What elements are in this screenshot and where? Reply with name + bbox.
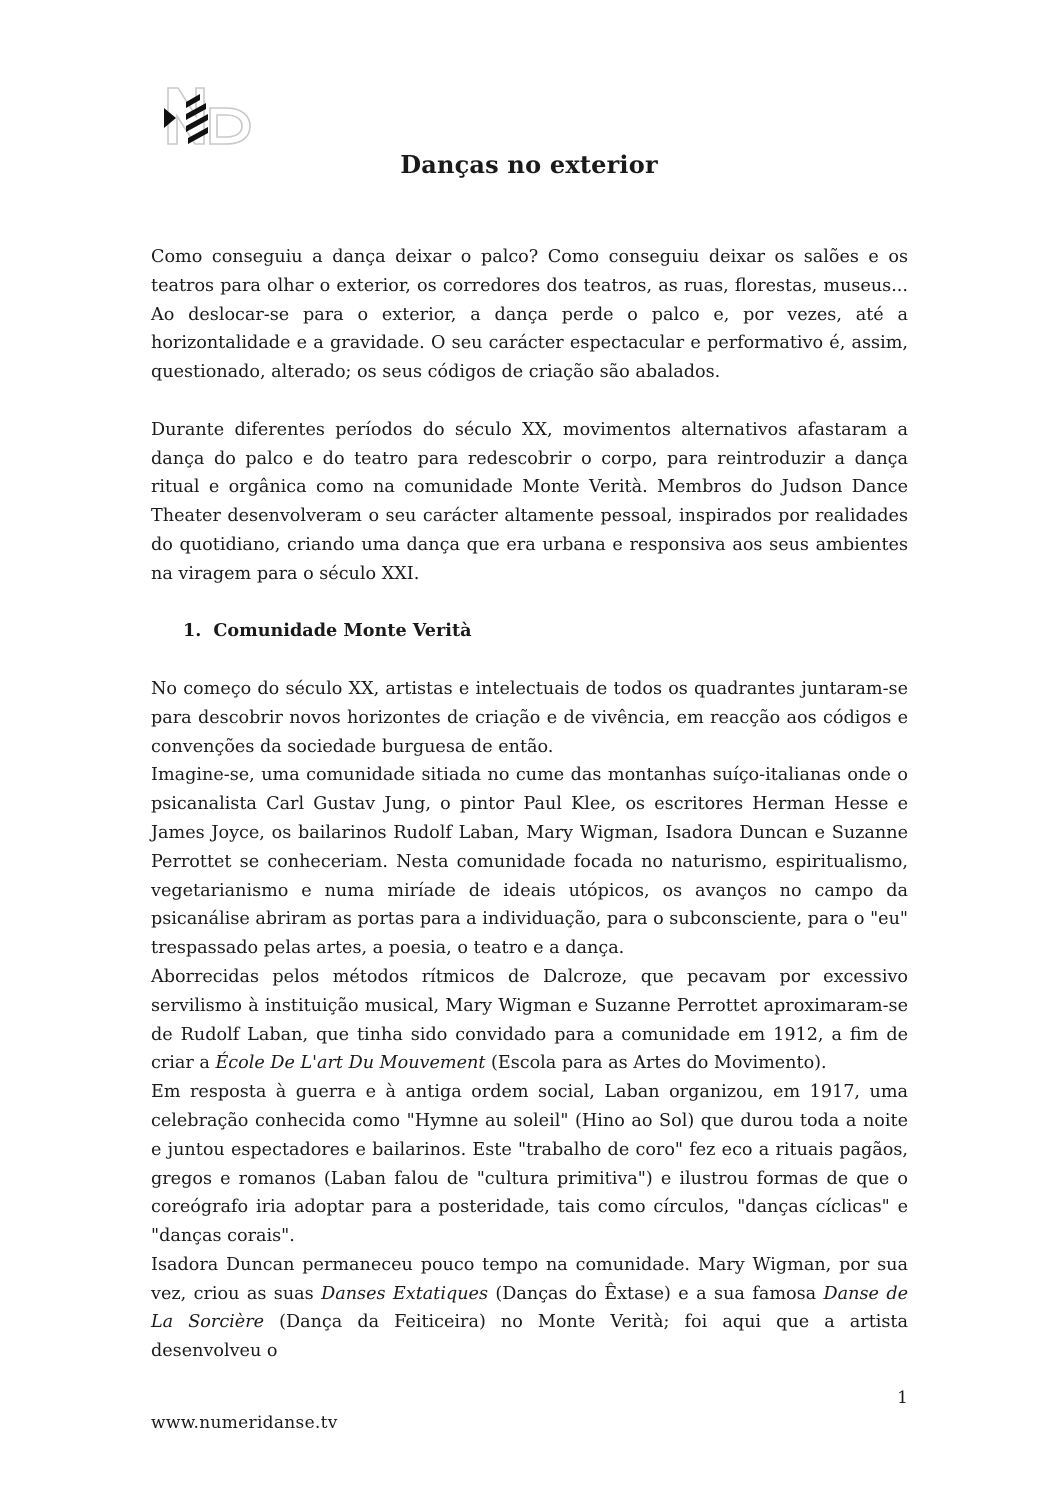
paragraph xyxy=(151,963,908,1078)
footer-url[interactable]: www.numeridanse.tv xyxy=(151,1413,338,1433)
section-number: 1. xyxy=(183,620,202,642)
page-title: Danças no exterior xyxy=(400,150,658,179)
italic-title: Danses Extatiques xyxy=(321,1283,488,1304)
paragraph: Como conseguiu a dança deixar o palco? Como conseguiu deixar os salões e os teatros para olhar o exterior, os corredores dos teatros, as ruas, florestas, museus... Ao deslocar-se para o exterior, a dança perde o palco e, por vezes, até a horizontalidade e a gravidade. O seu carácter espectacular e performativo é, assim, questionado, alterado; os seus códigos de criação são abalados. xyxy=(151,247,908,383)
paragraph: Durante diferentes períodos do século XX, movimentos alternativos afastaram a dança do palco e do teatro para redescobrir o corpo, para reintroduzir a dança ritual e orgânica como na comunidade Monte Verità. Membros do Judson Dance Theater desenvolveram o seu carácter altamente pessoal, inspirados por realidades do quotidiano, criando uma dança que era urbana e responsiva aos seus ambientes na viragem para o século XXI. xyxy=(151,419,908,584)
paragraph xyxy=(151,1251,908,1366)
text-run: (Dança da Feiticeira) no Monte Verità; foi aqui que a artista desenvolveu o xyxy=(151,1312,908,1362)
numeridanse-logo-icon xyxy=(160,86,256,148)
section-title: Comunidade Monte Verità xyxy=(213,620,472,642)
text-run: Isadora Duncan permaneceu pouco tempo na comunidade. Mary Wigman, por sua vez, criou as suas xyxy=(151,1254,908,1304)
document-body xyxy=(151,243,908,1366)
italic-title: École De L'art Du Mouvement xyxy=(215,1053,486,1074)
text-run: (Danças do Êxtase) e a sua famosa xyxy=(487,1283,824,1304)
paragraph: Imagine-se, uma comunidade sitiada no cume das montanhas suíço-italianas onde o psicanalista Carl Gustav Jung, o pintor Paul Klee, os escritores Herman Hesse e James Joyce, os bailarinos Rudolf Laban, Mary Wigman, Isadora Duncan e Suzanne Perrottet se conheceriam. Nesta comunidade focada no naturismo, espiritualismo, vegetarianismo e numa miríade de ideais utópicos, os avanços no campo da psicanálise abriram as portas para a individuação, para o subconsciente, para o "eu" trespassado pelas artes, a poesia, o teatro e a dança. xyxy=(151,765,908,959)
text-run: Aborrecidas pelos métodos rítmicos de Dalcroze, que pecavam por excessivo servilismo à instituição musical, Mary Wigman e Suzanne Perrottet aproximaram-se de Rudolf Laban, que tinha sido convidado para a comunidade em 1912, a fim de criar a xyxy=(151,966,908,1074)
page-number: 1 xyxy=(897,1388,908,1408)
section-heading xyxy=(151,617,908,646)
paragraph: Em resposta à guerra e à antiga ordem social, Laban organizou, em 1917, uma celebração conhecida como "Hymne au soleil" (Hino ao Sol) que durou toda a noite e juntou espectadores e bailarinos. Este "trabalho de coro" fez eco a rituais pagãos, gregos e romanos (Laban falou de "cultura primitiva") e ilustrou formas de que o coreógrafo iria adoptar para a posteridade, tais como círculos, "danças cíclicas" e "danças corais". xyxy=(151,1082,908,1247)
text-run: (Escola para as Artes do Movimento). xyxy=(485,1053,827,1074)
paragraph: No começo do século XX, artistas e intelectuais de todos os quadrantes juntaram-se para descobrir novos horizontes de criação e de vivência, em reacção aos códigos e convenções da sociedade burguesa de então. xyxy=(151,678,908,757)
italic-title: Danse de La Sorcière xyxy=(151,1283,909,1333)
